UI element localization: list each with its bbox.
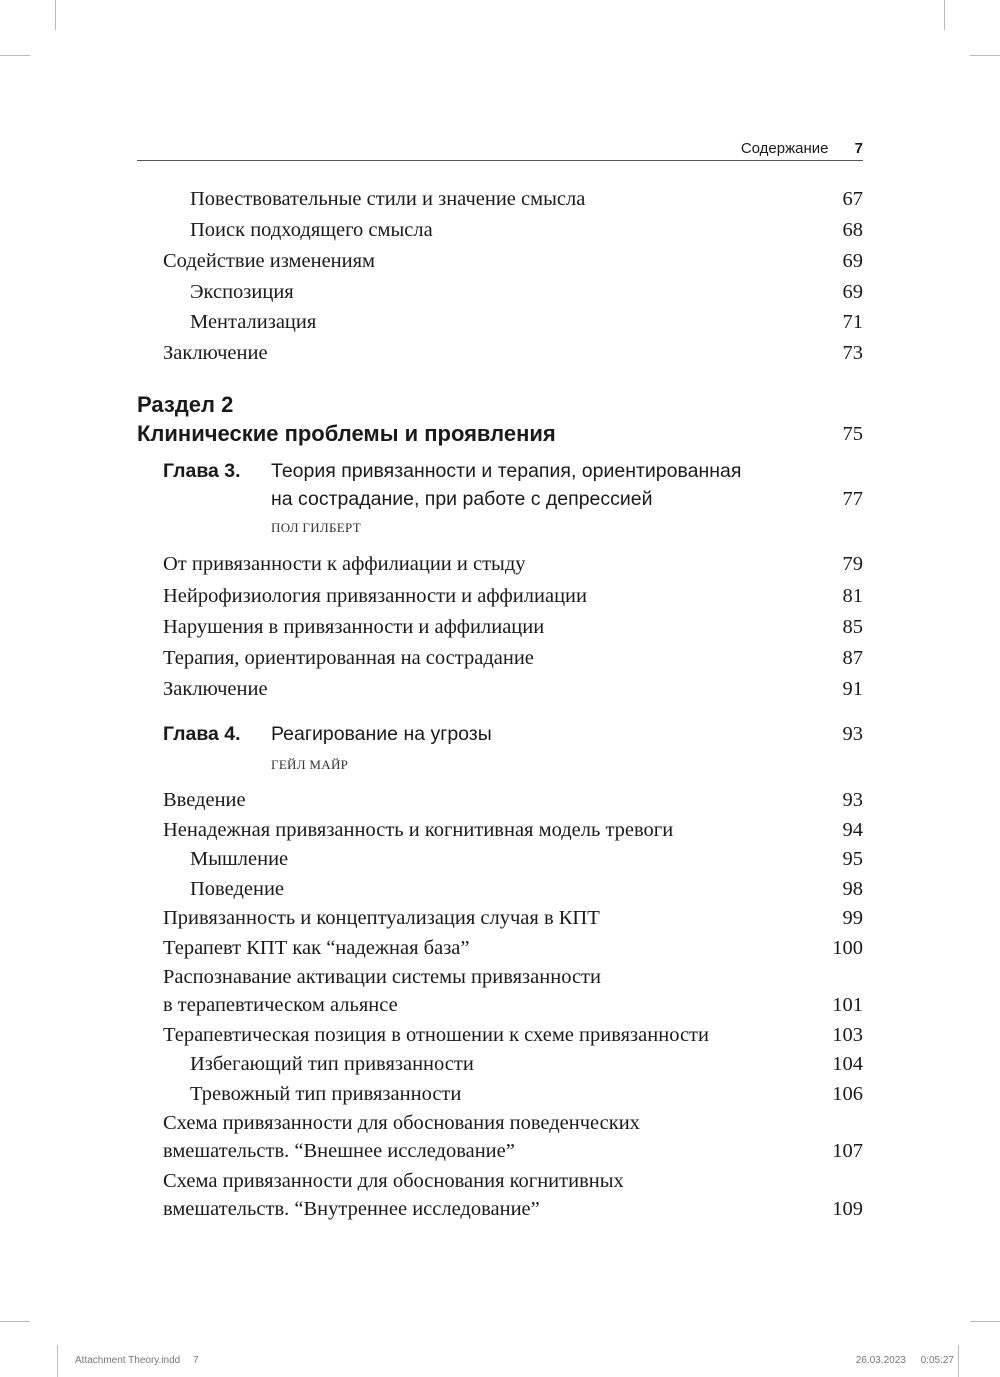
running-header	[741, 140, 863, 157]
toc-entry: Нарушения в привязанности и аффилиации 85	[163, 616, 863, 638]
crop-mark	[55, 0, 56, 30]
footer-slug	[75, 1355, 199, 1366]
chapter-title: Теория привязанности и терапия, ориентированная на сострадание, при работе с депрессией	[271, 460, 742, 510]
toc-entry: Поиск подходящего смысла 68	[190, 219, 863, 241]
footer-date: 26.03.2023	[855, 1355, 906, 1366]
chapter-label: Глава 4.	[163, 723, 241, 745]
chapter-3-heading	[163, 457, 863, 513]
toc-entry: Экспозиция 69	[190, 281, 863, 303]
toc-entry: Содействие изменениям 69	[163, 250, 863, 272]
chapter-page: 93	[842, 723, 863, 745]
footer-timestamp	[856, 1355, 954, 1366]
section-label: Раздел 2	[137, 392, 234, 417]
footer-time: 0:05:27	[920, 1355, 954, 1366]
header-rule	[137, 160, 863, 161]
running-title: Содержание	[740, 140, 829, 157]
toc-entry: Распознавание активации системы привязанности в терапевтическом альянсе 101	[163, 966, 863, 1016]
footer-sheet: 7	[193, 1355, 199, 1366]
toc-entry: Терапевт КПТ как “надежная база” 100	[163, 937, 863, 959]
footer-file: Attachment Theory.indd	[75, 1355, 181, 1366]
toc-entry: Ненадежная привязанность и когнитивная модель тревоги 94	[163, 819, 863, 841]
crop-mark	[958, 1345, 959, 1377]
crop-mark	[970, 55, 1000, 56]
chapter-4-heading	[163, 720, 863, 748]
chapter-title: Реагирование на угрозы	[271, 723, 492, 745]
chapter-page: 77	[842, 488, 863, 510]
crop-mark	[944, 0, 945, 30]
crop-mark	[0, 1321, 30, 1322]
toc-entry: От привязанности к аффилиации и стыду 79	[163, 553, 863, 575]
crop-mark	[0, 55, 30, 56]
toc-entry: Мышление 95	[190, 848, 863, 870]
toc-entry: Схема привязанности для обоснования поведенческих вмешательств. “Внешнее исследование” 107	[163, 1112, 863, 1162]
toc-entry: Избегающий тип привязанности 104	[190, 1053, 863, 1075]
section-title: Клинические проблемы и проявления	[137, 421, 556, 446]
toc-entry: Ментализация 71	[190, 311, 863, 333]
toc-entry: Введение 93	[163, 789, 863, 811]
page-number: 7	[854, 140, 863, 157]
chapter-author: ПОЛ ГИЛБЕРТ	[271, 520, 361, 535]
toc-entry: Тревожный тип привязанности 106	[190, 1083, 863, 1105]
chapter-author: ГЕЙЛ МАЙР	[271, 757, 349, 772]
toc-entry: Привязанность и концептуализация случая в КПТ 99	[163, 907, 863, 929]
crop-mark	[57, 1345, 58, 1377]
toc-entry: Поведение 98	[190, 878, 863, 900]
section-page: 75	[842, 423, 863, 445]
toc-entry: Терапия, ориентированная на сострадание 87	[163, 647, 863, 669]
toc-entry: Заключение 91	[163, 678, 863, 700]
toc-entry: Заключение 73	[163, 342, 863, 364]
toc-entry: Терапевтическая позиция в отношении к схеме привязанности 103	[163, 1024, 863, 1046]
chapter-label: Глава 3.	[163, 460, 241, 482]
toc-entry: Повествовательные стили и значение смысла 67	[190, 188, 863, 210]
crop-mark	[970, 1321, 1000, 1322]
toc-entry: Схема привязанности для обоснования когнитивных вмешательств. “Внутреннее исследование” 109	[163, 1170, 863, 1220]
toc-entry: Нейрофизиология привязанности и аффилиации 81	[163, 585, 863, 607]
